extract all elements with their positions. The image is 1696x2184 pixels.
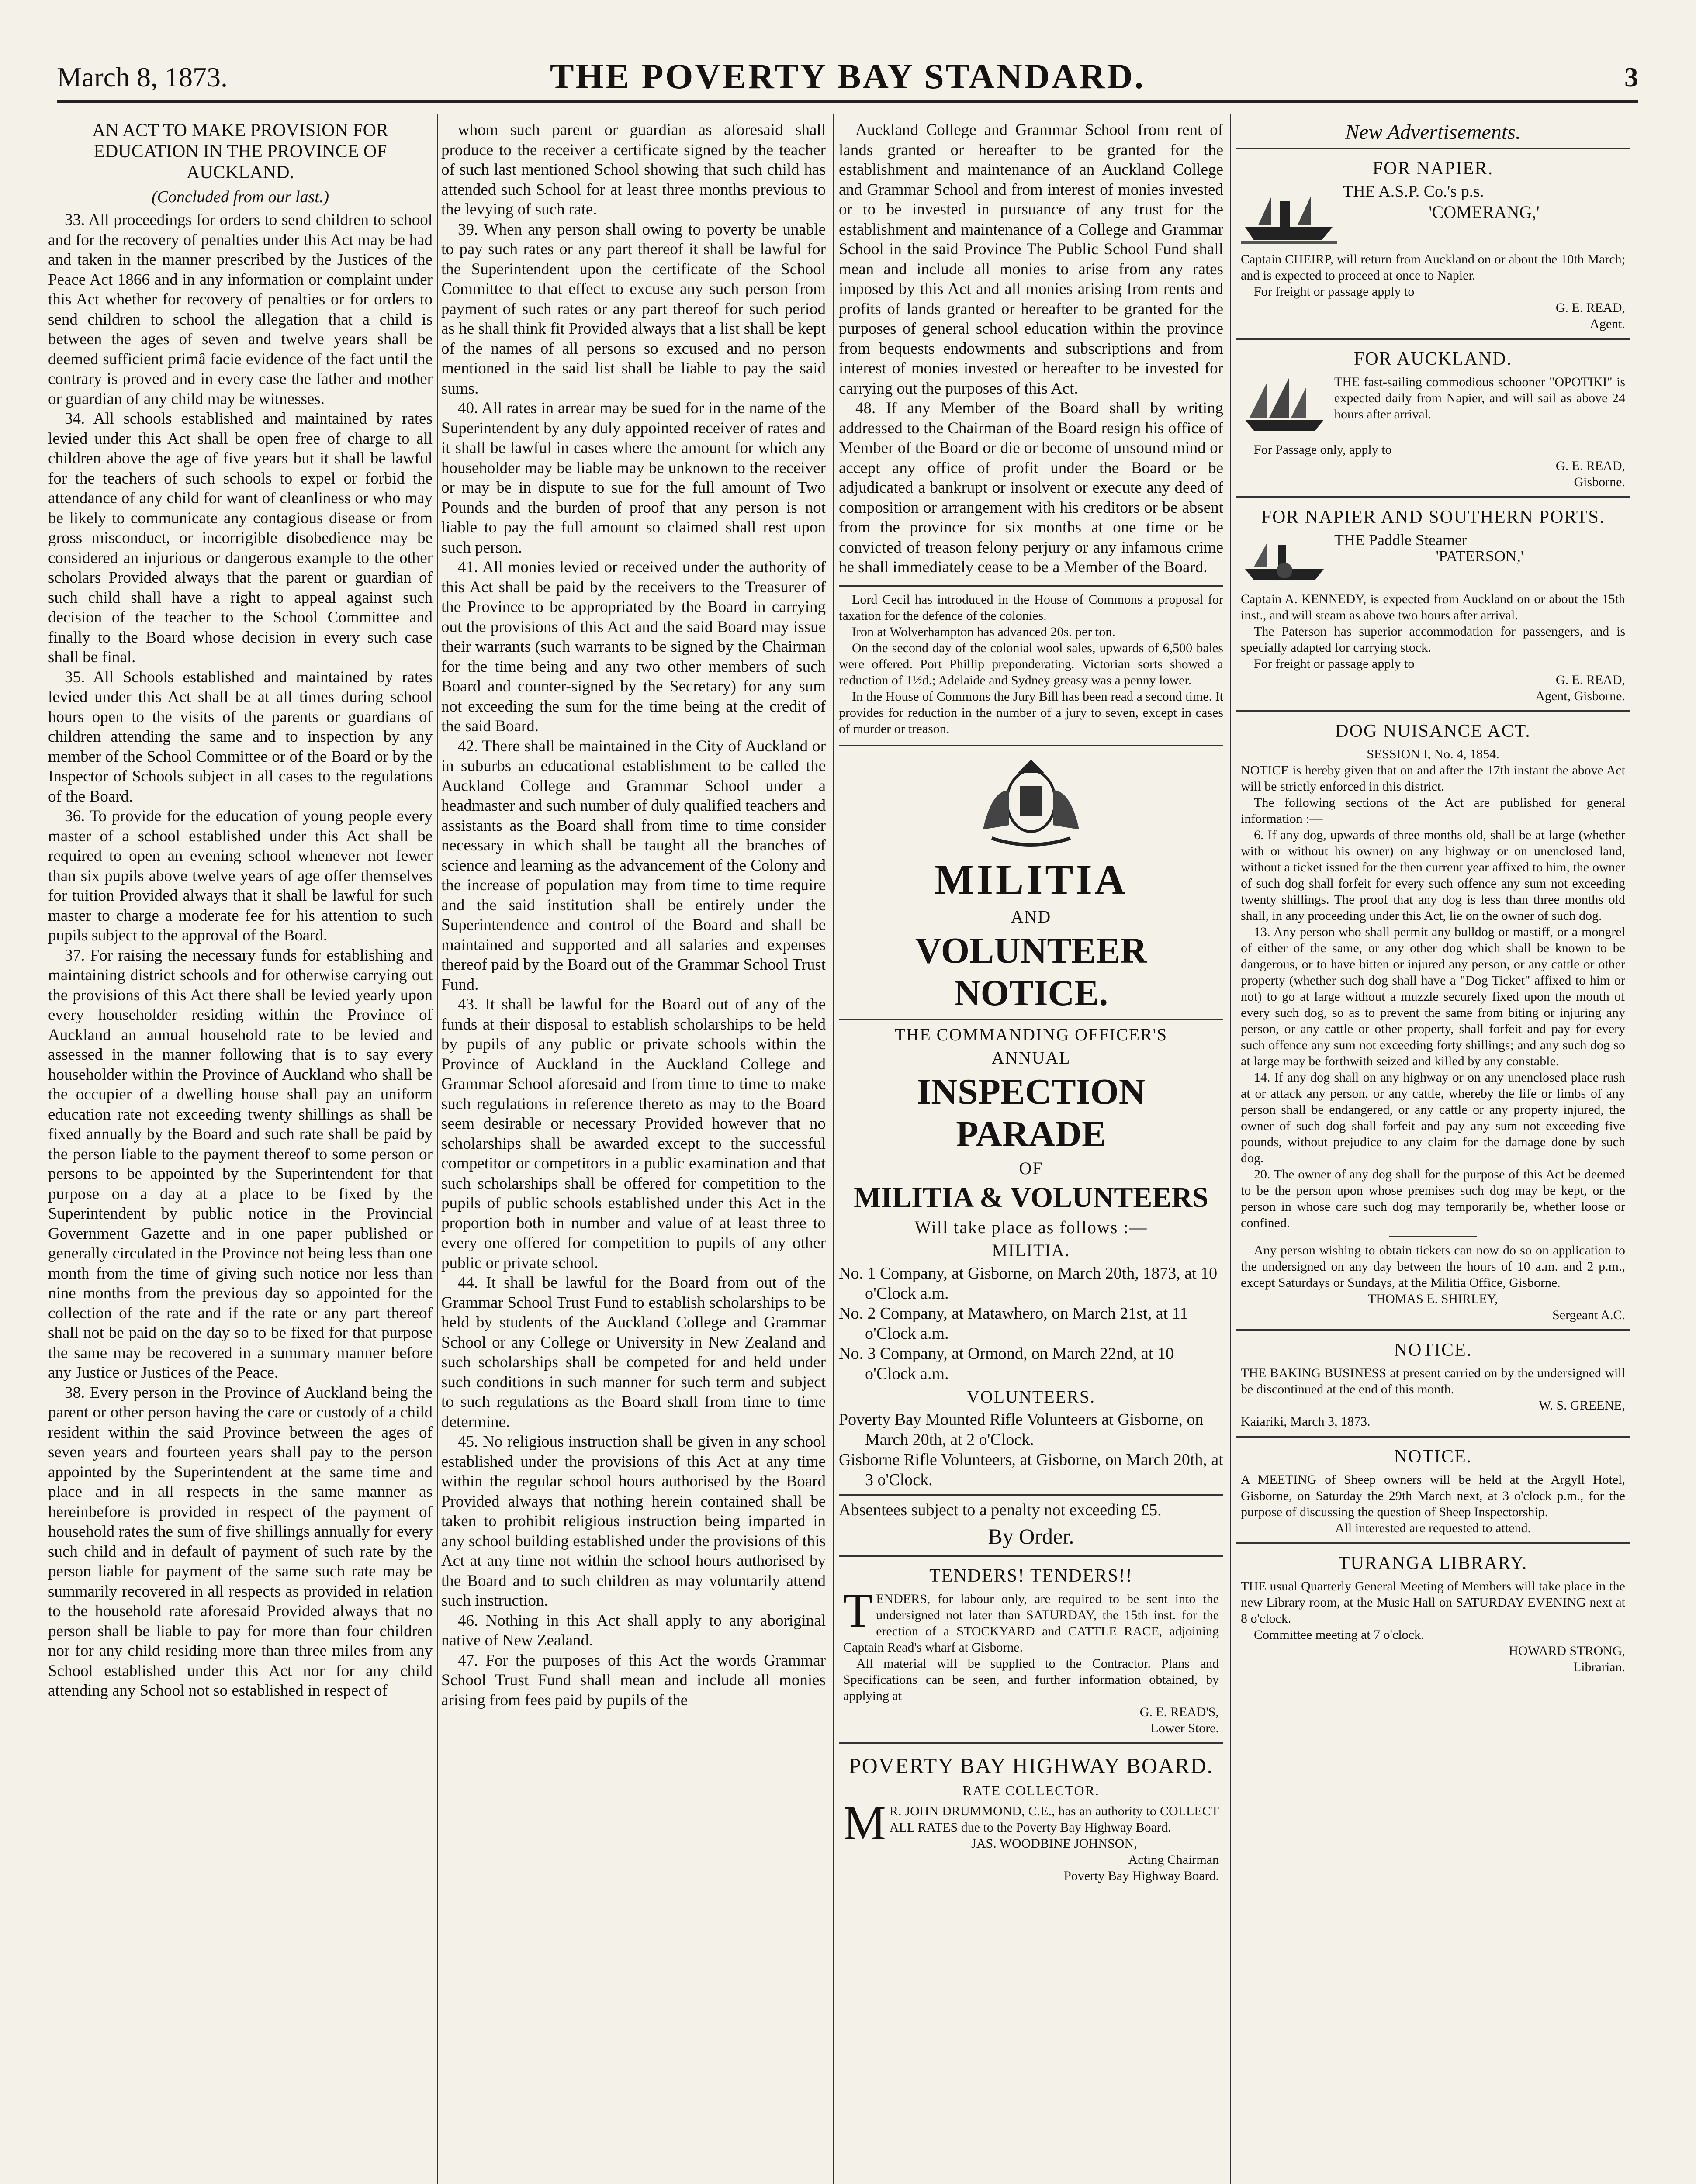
- masthead: [57, 52, 1638, 105]
- newspaper-title: THE POVERTY BAY STANDARD.: [550, 56, 1146, 96]
- act-section: 44. It shall be lawful for the Board from out of the Grammar School Trust Fund to establish scholarships to be held by students of the Auckland College and Grammar School or any College or University in New Zealand and such scholarships shall be competed for and held under such conditions in such manner for such term and subject to such regulations as the Board shall from time to time determine.: [441, 1274, 826, 1431]
- inspection-parade-title: INSPECTION PARADE: [917, 1071, 1146, 1154]
- commanding-officer-line: THE COMMANDING OFFICER'S: [894, 1024, 1168, 1044]
- column-3: [839, 120, 1223, 2184]
- section-rule: [839, 585, 1223, 587]
- highway-board-ad: [839, 1744, 1223, 1890]
- dog-act-section: 20. The owner of any dog shall for the purpose of this Act be deemed to be the person upon whose premises such dog may be kept, or the person in whose care such dog may temporarily be, whether loose or confined.: [1241, 1167, 1625, 1230]
- volunteer-notice-title: VOLUNTEER NOTICE.: [915, 930, 1147, 1013]
- section-rule: [839, 745, 1223, 746]
- column-1: [48, 120, 433, 2184]
- dog-intro: NOTICE is hereby given that on and after the 17th instant the above Act will be strictly enforced in this district.: [1241, 763, 1625, 794]
- act-section: whom such parent or guardian as aforesaid shall produce to the receiver a certificate signed by the teacher of such last mentioned School showing that such child has attended such School for at least three months previous to the levying of such rate.: [441, 121, 826, 218]
- royal-coat-of-arms-icon: [839, 751, 1223, 854]
- news-item: Lord Cecil has introduced in the House of Commons a proposal for taxation for the defence of the colonies.: [839, 592, 1223, 623]
- library-committee: Committee meeting at 7 o'clock.: [1254, 1628, 1424, 1642]
- news-item: Iron at Wolverhampton has advanced 20s. per ton.: [852, 624, 1115, 639]
- napier-ship-line: THE A.S.P. Co.'s p.s.: [1343, 182, 1484, 200]
- southern-ship-name: 'PATERSON,': [1436, 547, 1524, 565]
- militia-volunteers-title: MILITIA & VOLUNTEERS: [854, 1181, 1208, 1213]
- tenders-sign-2: Lower Store.: [1150, 1721, 1219, 1735]
- library-sign-1: HOWARD STRONG,: [1509, 1644, 1625, 1658]
- dog-nuisance-ad: [1236, 712, 1630, 1331]
- volunteers-heading: VOLUNTEERS.: [966, 1386, 1096, 1406]
- by-order: By Order.: [988, 1524, 1074, 1548]
- act-section: 48. If any Member of the Board shall by writing addressed to the Chairman of the Board resign his office of Member of the Board or die or become of unsound mind or accept any office of profit under the Board or be adjudicated a bankrupt or insolvent or execute any deed of composition or arrangement with his creditors or be absent from the province for six months at one time or be convicted of treason felony perjury or any infamous crime he shall immediately cease to be a Member of the Board.: [839, 399, 1223, 576]
- page-number: 3: [1624, 62, 1638, 93]
- tenders-ad: [839, 1557, 1223, 1744]
- take-place-intro: Will take place as follows :—: [914, 1217, 1148, 1237]
- napier-heading: FOR NAPIER.: [1372, 159, 1494, 179]
- act-text-col3: [839, 120, 1223, 577]
- highway-heading: POVERTY BAY HIGHWAY BOARD.: [848, 1753, 1214, 1778]
- auckland-freight: For Passage only, apply to: [1254, 442, 1392, 457]
- napier-ship-name: 'COMERANG,': [1429, 202, 1540, 222]
- penalty-line: Absentees subject to a penalty not exceeding £5.: [839, 1500, 1162, 1519]
- militia-heading: MILITIA.: [992, 1240, 1070, 1260]
- column-4: [1236, 120, 1630, 2184]
- highway-dropcap: M: [843, 1796, 886, 1849]
- volunteer-company: Gisborne Rifle Volunteers, at Gisborne, on March 20th, at 3 o'Clock.: [839, 1450, 1223, 1489]
- highway-sign-2: Acting Chairman: [1128, 1852, 1219, 1867]
- dog-sign-2: Sergeant A.C.: [1552, 1308, 1625, 1322]
- new-ads-heading: New Advertisements.: [1236, 120, 1630, 149]
- act-section: 38. Every person in the Province of Auckland being the parent or other person having the care or custody of a child resident within the said Province between the ages of seven years and fourteen years shall pay to the person appointed by the Superintendent at the same time and place and in all respects in the same manner as hereinbefore is provided in respect of the payment of household rates the sum of five shillings annually for every such child and in default of payment of such rate by the person liable for payment of the same such rate may be summarily recovered in all respects as provided in relation to the household rate aforesaid Provided always that no person shall be liable to pay for more than four children nor for any child residing more than three miles from any School established under this Act nor for any child attending any School not so established in respect of: [48, 1383, 433, 1700]
- news-items: [839, 591, 1223, 737]
- militia-company: No. 1 Company, at Gisborne, on March 20th, 1873, at 10 o'Clock a.m.: [839, 1264, 1218, 1303]
- act-section: 35. All Schools established and maintained by rates levied under this Act shall be at all times during school hours open to the visits of the parents or guardians of children attending the same and to inspection by any member of the School Committee or of the Board or by the Inspector of Schools subject in all cases to the regulations of the Board.: [48, 668, 433, 805]
- dog-heading: DOG NUISANCE ACT.: [1335, 721, 1531, 741]
- napier-agent-1: G. E. READ,: [1555, 301, 1625, 315]
- southern-ports-ad: [1236, 498, 1630, 712]
- tenders-sign-1: G. E. READ'S,: [1139, 1704, 1219, 1719]
- dog-act-section: 13. Any person who shall permit any bulldog or mastiff, or a mongrel of either of the same, or any other dog which shall be known to be dangerous, or to have bitten or injured any person, or any cattle or other property (whether such dog shall have a "Dog Ticket" affixed to him or not) to go at large without a muzzle securely fixed upon the mouth of every such dog, so as to prevent the same from biting or injuring any person, or any cattle or other property, shall forfeit and pay for every such offence any sum not exceeding forty shillings; and any such dog so at large may be forthwith seized and killed by any constable.: [1241, 925, 1625, 1068]
- napier-agent-2: Agent.: [1590, 317, 1625, 331]
- rate-collector-heading: RATE COLLECTOR.: [962, 1782, 1100, 1798]
- tenders-note: All material will be supplied to the Contractor. Plans and Specifications can be seen, and further information obtained, by applying at: [843, 1656, 1219, 1703]
- library-notice: [1236, 1544, 1630, 1681]
- column-divider: [833, 114, 834, 2184]
- militia-and: AND: [1011, 906, 1052, 926]
- southern-ship-line: THE Paddle Steamer: [1334, 531, 1467, 549]
- notice1-sign-1: W. S. GREENE,: [1538, 1398, 1625, 1413]
- divider: [1389, 1236, 1477, 1237]
- library-sign-2: Librarian.: [1573, 1660, 1625, 1674]
- divider: [839, 1494, 1223, 1496]
- schooner-icon: [1241, 374, 1328, 442]
- southern-heading: FOR NAPIER AND SOUTHERN PORTS.: [1261, 507, 1605, 527]
- of-line: OF: [1019, 1158, 1043, 1178]
- act-section: 45. No religious instruction shall be given in any school established under the provisions of this Act at any time within the regular school hours authorised by the Board Provided always that nothing herein contained shall be taken to prohibit religious instruction being imparted in any school building established under the provisions of this Act at any time not within the school hours authorised by the Board and to such children as may voluntarily attend such instruction.: [441, 1433, 826, 1610]
- annual-line: ANNUAL: [991, 1047, 1071, 1068]
- tenders-heading: TENDERS! TENDERS!!: [929, 1565, 1133, 1586]
- column-2: [441, 120, 826, 2184]
- tenders-body: ENDERS, for labour only, are required to be sent into the undersigned not later than SATURDAY, the 15th inst. for the erection of a STOCKYARD and CATTLE RACE, adjoining Captain Read's wharf at Gisborne.: [843, 1591, 1219, 1655]
- act-text-col1: [48, 210, 433, 1701]
- auckland-heading: FOR AUCKLAND.: [1353, 349, 1513, 369]
- masthead-rule: [57, 100, 1638, 103]
- dog-act-section: 14. If any dog shall on any highway or on any unenclosed place rush at or attack any person, or any cattle, whereby the life or limbs of any person shall be endangered, or any cattle or any property injured, the owner of such dog shall forfeit and pay any sum not exceeding five pounds, without prejudice to any claim for the damage done by such dog.: [1241, 1070, 1625, 1165]
- dog-sections: [1241, 827, 1625, 1231]
- dog-tickets: Any person wishing to obtain tickets can now do so on application to the undersigned on any day between the hours of 10 a.m. and 2 p.m., except Saturdays or Sundays, at the Militia Office, Gisborne.: [1241, 1243, 1625, 1290]
- notice2-body: A MEETING of Sheep owners will be held at the Argyll Hotel, Gisborne, on Saturday the 29th March next, at 3 o'clock p.m., for the purpose of discussing the question of Sheep Inspectorship.: [1241, 1472, 1625, 1519]
- highway-sign-3: Poverty Bay Highway Board.: [1064, 1868, 1219, 1883]
- notice2-note: All interested are requested to attend.: [1335, 1521, 1531, 1535]
- act-section: 46. Nothing in this Act shall apply to any aboriginal native of New Zealand.: [441, 1611, 826, 1649]
- dog-sign-1: THOMAS E. SHIRLEY,: [1368, 1292, 1498, 1306]
- napier-ad: [1236, 149, 1630, 340]
- news-item: On the second day of the colonial wool sales, upwards of 6,500 bales were offered. Port Phillip preponderating. Victorian sorts showed a reduction of 1½d.; Adelaide and Sydney greasy was a penny lower.: [839, 640, 1223, 688]
- auckland-ad: [1236, 340, 1630, 498]
- act-section: 43. It shall be lawful for the Board out of any of the funds at their disposal to establish scholarships to be held by pupils of any public or private schools within the Province of Auckland in the Auckland College and Grammar School aforesaid and from time to time to make such regulations in reference thereto as may to the Board seem desirable or necessary Provided however that no scholarships shall be awarded except to the successful competitor or competitors in a public examination and that such scholarships shall be offered for competition to the pupils of public schools established under this Act in the proportion both in number and value of at least three to every one offered for competition to pupils of any other public or private school.: [441, 995, 826, 1272]
- auckland-agent-2: Gisborne.: [1574, 475, 1625, 489]
- act-section: 39. When any person shall owing to poverty be unable to pay such rates or any part thereof it shall be lawful for the Superintendent upon the certificate of the School Committee to that effect to excuse any such person from payment of such rates or any part thereof for such period as he shall think fit Provided always that a list shall be kept of the names of all persons so excused and no person mentioned in the said list shall be liable to pay the said sums.: [441, 220, 826, 397]
- dog-sections-intro: The following sections of the Act are published for general information :—: [1241, 795, 1625, 826]
- act-section: 36. To provide for the education of young people every master of a school established under this Act shall be required to open an evening school whenever not fewer than six pupils above twelve years of age offer themselves for tuition Provided always that it shall be lawful for such master to charge a moderate fee for his attention to such pupils subject to the approval of the Board.: [48, 807, 433, 944]
- library-heading: TURANGA LIBRARY.: [1338, 1553, 1528, 1573]
- notice2-heading: NOTICE.: [1394, 1447, 1472, 1467]
- southern-note: The Paterson has superior accommodation for passengers, and is specially adapted for carrying stock.: [1241, 624, 1625, 655]
- southern-freight: For freight or passage apply to: [1254, 657, 1415, 671]
- act-section: Auckland College and Grammar School from rent of lands granted or hereafter to be granted for the establishment and maintenance of an Auckland College and Grammar School and from interest of monies invested or to be invested in pursuance of any trust for the establishment and maintenance of a College and Grammar School in the said Province The Public School Fund shall mean and include all monies to arise from any rates imposed by this Act and all monies arising from rents and profits of lands granted or hereafter to be granted for the purposes of general school education within the province from bequests endowments and subscriptions and from interest of monies invested or hereafter to be invested for carrying out the purposes of this Act.: [839, 121, 1223, 397]
- news-item: In the House of Commons the Jury Bill has been read a second time. It provides for reduction in the number of a jury to seven, except in cases of murder or treason.: [839, 689, 1223, 736]
- militia-company: No. 2 Company, at Matawhero, on March 21st, at 11 o'Clock a.m.: [839, 1304, 1188, 1343]
- militia-schedule: [839, 1263, 1223, 1384]
- militia-title: MILITIA: [934, 856, 1128, 903]
- act-section: 40. All rates in arrear may be sued for in the name of the Superintendent by any duly appointed receiver of rates and it shall be lawful in cases where the amount for which any householder may be liable may be unknown to the receiver or may be in dispute to sue for the full amount of Two Pounds and the burden of proof that any person is not liable to pay the full amount so claimed shall rest upon such person.: [441, 399, 826, 556]
- southern-agent-2: Agent, Gisborne.: [1535, 689, 1625, 703]
- highway-sign-1: JAS. WOODBINE JOHNSON,: [971, 1836, 1137, 1851]
- act-section: 37. For raising the necessary funds for establishing and maintaining district schools and for otherwise carrying out the provisions of this Act there shall be levied yearly upon every householder residing within the Province of Auckland an annual household rate to be levied and assessed in the manner following that is to say every householder within the Province of Auckland who shall be the occupier of a dwelling house shall pay an uniform education rate not exceeding twenty shillings as shall be fixed annually by the Board and such rate shall be paid by the person liable to the payment thereof to some person or persons to be appointed by the Superintendent for that purpose on a day at a place to be fixed by the Superintendent by public notice in the Provincial Government Gazette and in one paper published or generally circulated in the Province not being less than one month from the time of giving such notice nor less than nine months from the previous day so appointed for the collection of the rate and if the rate or any part thereof shall not be paid on the day so to be fixed for that purpose the same may be recovered in a summary manner before any Justice or Justices of the Peace.: [48, 946, 433, 1382]
- volunteer-company: Poverty Bay Mounted Rifle Volunteers at Gisborne, on March 20th, at 2 o'Clock.: [839, 1410, 1204, 1449]
- act-section: 47. For the purposes of this Act the words Grammar School Trust Fund shall mean and include all monies arising from fees paid by pupils of the: [441, 1651, 826, 1709]
- southern-body: Captain A. KENNEDY, is expected from Auckland on or about the 15th inst., and will steam as above two hours after arrival.: [1241, 592, 1625, 622]
- act-section: 33. All proceedings for orders to send children to school and for the recovery of penalties under this Act may be had and taken in the manner prescribed by the Justices of the Peace Act 1866 and in any information or complaint under this Act whether for recovery of penalties or for orders to send children to school the allegation that a child is between the ages of seven and twelve years shall be deemed sufficient primâ facie evidence of the fact until the contrary is proved and in every case the father and mother or guardian of any child may be witnesses.: [48, 211, 433, 408]
- sheep-meeting-notice: [1236, 1438, 1630, 1544]
- column-divider: [437, 114, 438, 2184]
- notice1-sign-2: Kaiariki, March 3, 1873.: [1241, 1414, 1371, 1429]
- tenders-dropcap: T: [843, 1583, 873, 1637]
- paddle-steamer-icon: [1241, 532, 1328, 591]
- act-section: 41. All monies levied or received under the authority of this Act shall be paid by the receivers to the Treasurer of the Province to be appropriated by the Board in carrying out the provisions of this Act and the said Board may issue their warrants (such warrants to be signed by the Chairman for the time being and any two other members of such Board and counter-signed by the Secretary) for any sum not exceeding the sum for the time being at the credit of the said Board.: [441, 558, 826, 735]
- auckland-body: THE fast-sailing commodious schooner "OPOTIKI" is expected daily from Napier, and will sail as above 24 hours after arrival.: [1334, 375, 1625, 422]
- militia-company: No. 3 Company, at Ormond, on March 22nd, at 10 o'Clock a.m.: [839, 1344, 1174, 1383]
- issue-date: March 8, 1873.: [57, 62, 228, 93]
- napier-body: Captain CHEIRP, will return from Auckland on or about the 10th March; and is expected to proceed at once to Napier.: [1241, 252, 1625, 283]
- divider: [839, 1019, 1223, 1020]
- dog-session: SESSION I, No. 4, 1854.: [1367, 747, 1499, 761]
- act-title: AN ACT TO MAKE PROVISION FOR EDUCATION IN THE PROVINCE OF AUCKLAND.: [92, 121, 388, 183]
- act-text-col2: [441, 120, 826, 1710]
- highway-body: R. JOHN DRUMMOND, C.E., has an authority to COLLECT ALL RATES due to the Poverty Bay Highway Board.: [889, 1804, 1219, 1835]
- notice1-body: THE BAKING BUSINESS at present carried on by the undersigned will be discontinued at the end of this month.: [1241, 1366, 1625, 1396]
- steamship-icon: [1241, 183, 1337, 251]
- library-body: THE usual Quarterly General Meeting of Members will take place in the new Library room, at the Music Hall on SATURDAY EVENING next at 8 o'clock.: [1241, 1579, 1625, 1626]
- auckland-agent-1: G. E. READ,: [1555, 459, 1625, 473]
- militia-notice: [839, 751, 1223, 1557]
- column-divider: [1230, 114, 1231, 2184]
- baking-notice-ad: [1236, 1331, 1630, 1438]
- notice1-heading: NOTICE.: [1394, 1340, 1472, 1360]
- act-section: 34. All schools established and maintained by rates levied under this Act shall be open free of charge to all children above the age of five years but it shall be lawful for the teachers of such schools to expel or forbid the attendance of any child for want of cleanliness or who may be likely to communicate any contagious disease or from gross misconduct, or incorrigible disobedience may be considered an injurious or dangerous example to the other scholars Provided always that the parent or guardian of such child shall have a right to appeal against such decision of the teacher to the School Committee and finally to the Board whose decision in every such case shall be final.: [48, 410, 433, 666]
- southern-agent-1: G. E. READ,: [1555, 673, 1625, 687]
- dog-act-section: 6. If any dog, upwards of three months old, shall be at large (whether with or without his owner) on any highway or on unenclosed land, without a ticket issued for the then current year affixed to him, the owner of such dog shall forfeit for every such offence any sum not exceeding twenty shillings. The proof that any dog is less than three months old shall, in any proceeding under this Act, lie on the owner of such dog.: [1241, 828, 1625, 923]
- volunteers-schedule: [839, 1410, 1223, 1490]
- napier-freight: For freight or passage apply to: [1254, 284, 1415, 299]
- act-subtitle: (Concluded from our last.): [151, 188, 329, 206]
- act-section: 42. There shall be maintained in the City of Auckland or in suburbs an educational establishment to be called the Auckland College and Grammar School under a headmaster and such number of duly qualified teachers and assistants as the Board shall from time to time consider necessary in which shall be taught all the branches of science and learning as the advancement of the Colony and the increase of population may from time to time require and the said institution shall be entirely under the Superintendence and control of the Board and shall be maintained and supported and all salaries and expenses thereof paid by the Board out of the Grammar School Trust Fund.: [441, 737, 826, 994]
